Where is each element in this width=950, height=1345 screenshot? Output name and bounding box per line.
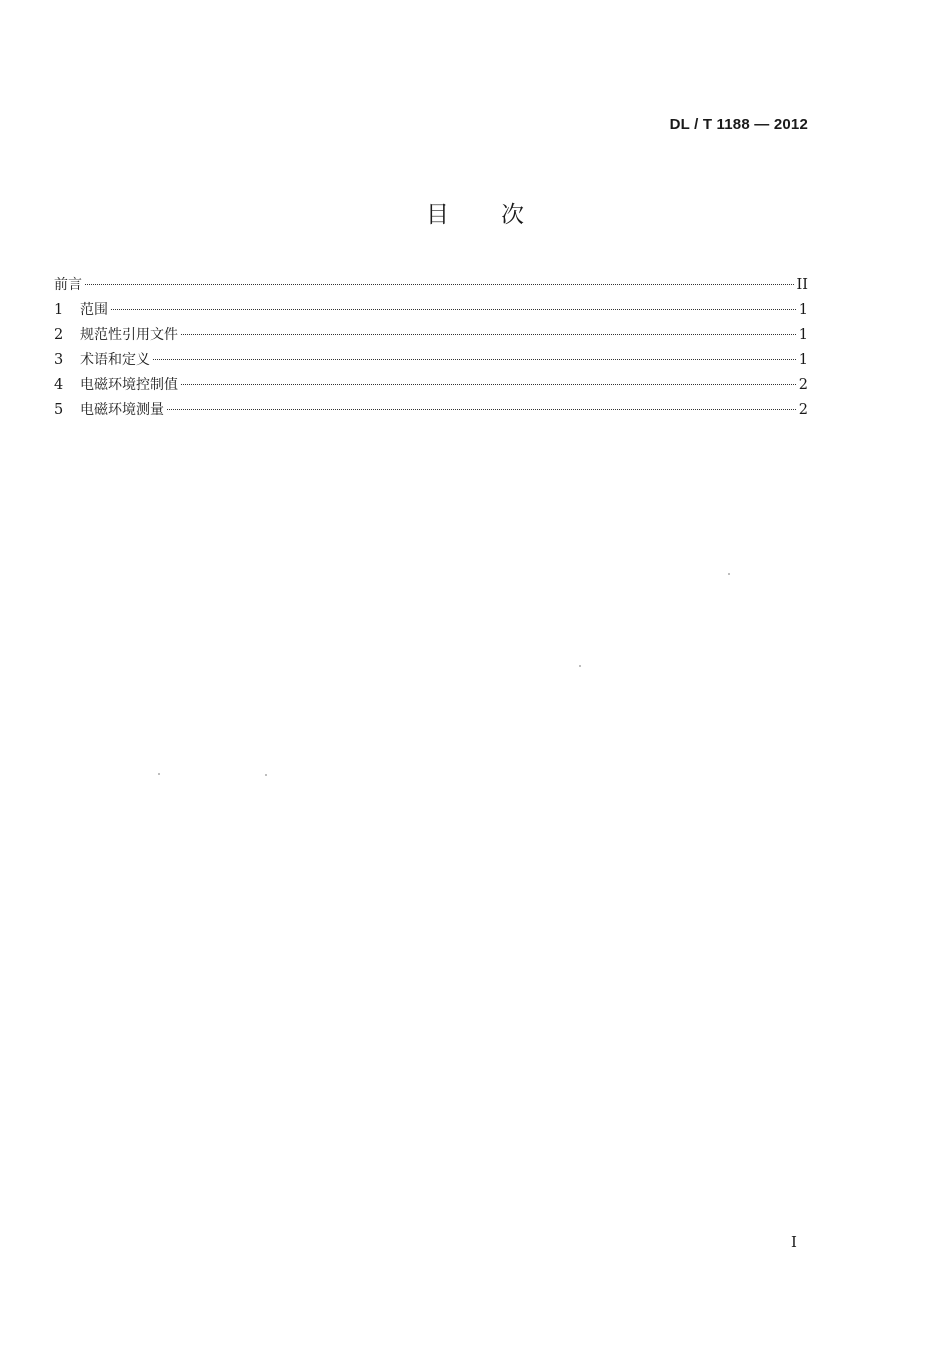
toc-leader-dots [181,384,796,385]
toc-leader-dots [167,409,796,410]
toc-entry-number: 4 [54,377,64,393]
toc-entry-page: 2 [798,402,808,418]
toc-entry-label: 电磁环境测量 [80,402,164,418]
toc-entry-label: 电磁环境控制值 [80,377,178,393]
toc-entry-page: II [796,277,808,293]
scan-speck [579,665,581,667]
toc-leader-dots [181,334,796,335]
toc-entry-page: 1 [798,302,808,318]
toc-entry-number: 5 [54,402,64,418]
scan-speck [158,773,160,775]
scan-speck [728,573,730,575]
toc-entry-measurement[interactable] [54,398,808,423]
toc-entry-number: 2 [54,327,64,343]
page-title [0,196,950,229]
toc-entry-label: 术语和定义 [80,352,150,368]
toc-entry-foreword[interactable] [54,273,808,298]
toc-entry-terms-definitions[interactable] [54,348,808,373]
table-of-contents [54,273,808,423]
standard-code: DL / T 1188 — 2012 [669,116,808,133]
scan-speck [265,774,267,776]
toc-entry-label: 前言 [54,277,82,293]
toc-entry-control-limits[interactable] [54,373,808,398]
toc-leader-dots [111,309,796,310]
toc-leader-dots [85,284,794,285]
toc-entry-number: 3 [54,352,64,368]
toc-entry-normative-references[interactable] [54,323,808,348]
toc-entry-page: 1 [798,327,808,343]
page-number: I [791,1233,797,1251]
toc-entry-scope[interactable] [54,298,808,323]
title-char-1: 目 [426,202,449,228]
title-char-2: 次 [501,202,524,228]
toc-leader-dots [153,359,796,360]
toc-entry-page: 1 [798,352,808,368]
toc-entry-number: 1 [54,302,64,318]
toc-entry-label: 规范性引用文件 [80,327,178,343]
toc-entry-label: 范围 [80,302,108,318]
toc-entry-page: 2 [798,377,808,393]
